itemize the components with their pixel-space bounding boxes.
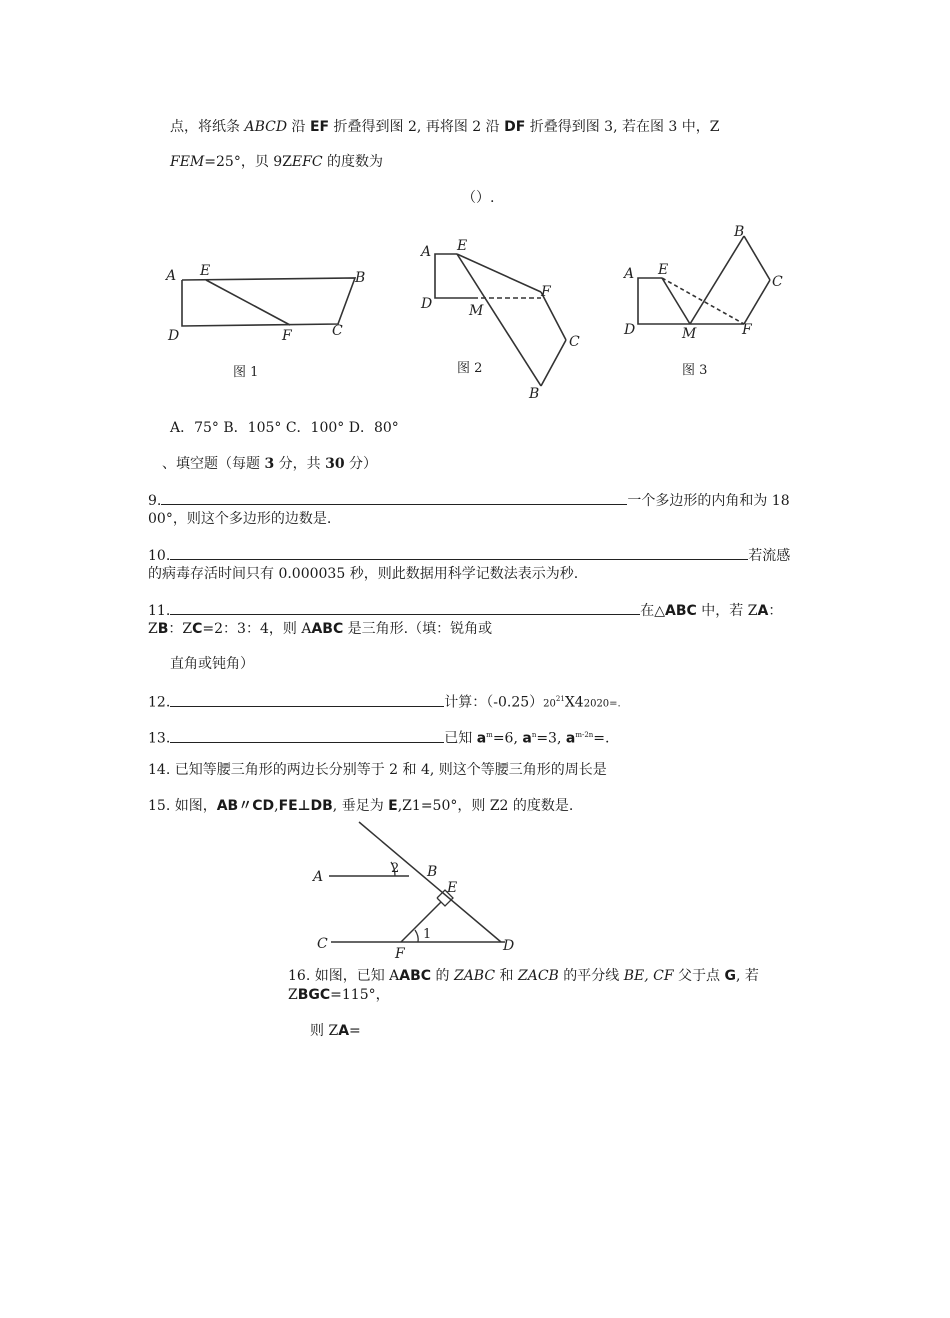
fig3-label-c: C xyxy=(772,274,783,290)
q15-line: 15. 如图，AB〃CD,FE⊥DB, 垂足为 E,Z1=50°，则 Z2 的度数是. xyxy=(148,798,574,814)
q8-line2: FEM=25°，贝 9ZEFC 的度数为 xyxy=(170,154,384,170)
q15-label-e: E xyxy=(447,880,458,896)
q13-answer-blank[interactable] xyxy=(170,728,444,743)
fig3-caption: 图 3 xyxy=(682,363,708,378)
fig1-label-f: F xyxy=(282,328,292,344)
q14-line: 14. 已知等腰三角形的两边长分别等于 2 和 4, 则这个等腰三角形的周长是 xyxy=(148,762,607,778)
q10-line1: 10. 若流感 xyxy=(148,545,790,566)
section-heading: 、填空题（每题 3 分，共 30 分） xyxy=(162,456,378,472)
fig3-label-d: D xyxy=(624,322,636,338)
q16-line2: ZBGC=115°， xyxy=(288,987,390,1003)
q11-line1: 11. 在△ABC 中，若 ZA： xyxy=(148,600,782,621)
q8-options: A．75° B．105° C．100° D．80° xyxy=(170,420,399,436)
q13-line: 13. 已知 $a^m=6$, $a^n=3$, $a^{m-2n}=$. xyxy=(148,725,609,749)
q15-label-f: F xyxy=(395,946,405,962)
fig3-label-e: E xyxy=(658,262,669,278)
fig2-label-a: A xyxy=(421,244,432,260)
q15-label-2: 2 xyxy=(391,861,400,876)
q8-figure-1 xyxy=(160,258,375,388)
q9-line2: 00°，则这个多边形的边数是. xyxy=(148,511,332,527)
q9-answer-blank[interactable] xyxy=(161,490,627,505)
q8-line1: 点，将纸条 ABCD 沿 EF 折叠得到图 2, 再将图 2 沿 DF 折叠得到图 3, 若在图 3 中，Z xyxy=(170,119,720,135)
q8-figure-2 xyxy=(415,236,590,404)
q8-figure-3 xyxy=(620,222,795,382)
fig3-label-f: F xyxy=(742,322,752,338)
q8-answer-paren: （）. xyxy=(462,190,495,206)
q15-label-b: B xyxy=(427,864,438,880)
q11-answer-blank[interactable] xyxy=(170,600,640,615)
q11-line2: ZB：ZC=2：3：4，则 AABC 是三角形.（填：锐角或 xyxy=(148,621,493,637)
fig1-caption: 图 1 xyxy=(233,365,259,380)
fig2-caption: 图 2 xyxy=(457,361,483,376)
fig1-label-e: E xyxy=(200,263,211,279)
fig2-label-f: F xyxy=(541,284,551,300)
fig1-label-d: D xyxy=(168,328,180,344)
q15-label-d: D xyxy=(503,938,515,954)
q12-answer-blank[interactable] xyxy=(170,692,444,707)
fig2-label-c: C xyxy=(569,334,580,350)
q15-label-a: A xyxy=(313,869,324,885)
q15-label-1: 1 xyxy=(423,927,432,942)
fig2-label-m: M xyxy=(469,303,484,319)
fig3-label-b: B xyxy=(734,224,745,240)
q15-figure xyxy=(305,818,530,963)
q11-line3: 直角或钝角） xyxy=(170,656,254,672)
q10-answer-blank[interactable] xyxy=(170,545,748,560)
fig2-label-e: E xyxy=(457,238,468,254)
fig3-label-m: M xyxy=(682,326,697,342)
q16-line1: 16. 如图，已知 AABC 的 ZABC 和 ZACB 的平分线 BE, CF 父于点 G, 若 xyxy=(288,968,759,984)
fig3-label-a: A xyxy=(624,266,635,282)
fig2-label-d: D xyxy=(421,296,433,312)
q12-line: 12. 计算：$(-0.25)20^{21}X42020=$. xyxy=(148,689,621,715)
fig2-label-b: B xyxy=(529,386,540,402)
q10-line2: 的病毒存活时间只有 0.000035 秒，则此数据用科学记数法表示为秒. xyxy=(148,566,579,582)
fig1-label-b: B xyxy=(355,270,366,286)
q9-line1: 9. 一个多边形的内角和为 18 xyxy=(148,490,790,511)
q15-label-c: C xyxy=(317,936,328,952)
fig1-label-c: C xyxy=(332,323,343,339)
fig1-label-a: A xyxy=(166,268,177,284)
q16-line3: 则 ZA= xyxy=(310,1023,361,1039)
